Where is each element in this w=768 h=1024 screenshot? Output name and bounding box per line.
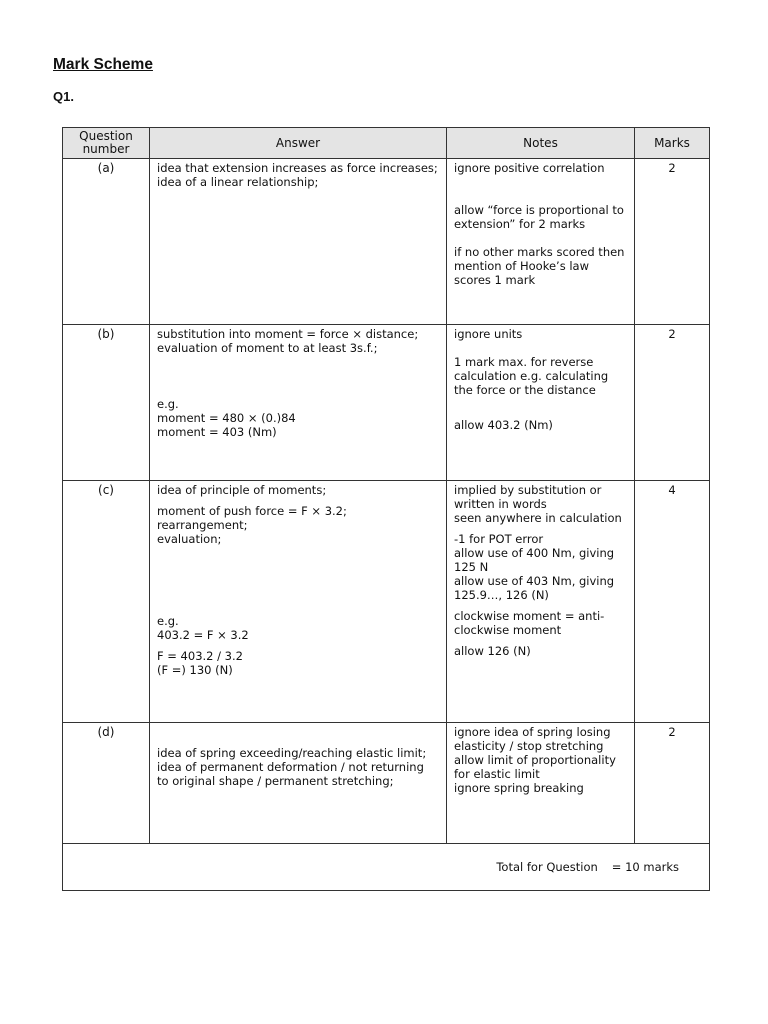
marks-cell: 2	[635, 325, 710, 481]
total-cell	[63, 844, 710, 891]
note-line: seen anywhere in calculation	[454, 511, 622, 525]
answer-line: substitution into moment = force × distance;	[157, 327, 419, 341]
header-question-number: Question number	[63, 128, 150, 159]
note-line: allow 126 (N)	[454, 644, 531, 658]
answer-cell	[150, 325, 447, 481]
marks-cell: 2	[635, 159, 710, 325]
note-line: clockwise moment = anti-clockwise moment	[454, 609, 605, 637]
note-line: allow limit of proportionality for elastic limit	[454, 753, 616, 781]
header-notes: Notes	[447, 128, 635, 159]
total-row	[63, 844, 710, 891]
note-line: allow use of 400 Nm, giving 125 N	[454, 546, 615, 574]
header-answer: Answer	[150, 128, 447, 159]
note-line: ignore idea of spring losing elasticity / stop stretching	[454, 725, 611, 753]
answer-line: idea of principle of moments;	[157, 483, 327, 497]
mark-scheme-table	[62, 127, 710, 891]
answer-line: 403.2 = F × 3.2	[157, 628, 249, 642]
part-label: (a)	[63, 159, 150, 325]
table-row	[63, 325, 710, 481]
part-label: (b)	[63, 325, 150, 481]
answer-line: moment = 480 × (0.)84	[157, 411, 296, 425]
marks-cell: 4	[635, 481, 710, 723]
answer-line: (F =) 130 (N)	[157, 663, 233, 677]
header-marks: Marks	[635, 128, 710, 159]
answer-cell	[150, 723, 447, 844]
marks-cell: 2	[635, 723, 710, 844]
notes-cell	[447, 723, 635, 844]
answer-cell	[150, 481, 447, 723]
total-label: Total for Question	[496, 860, 598, 874]
note-line: 1 mark max. for reverse calculation e.g. calculating the force or the distance	[454, 355, 609, 397]
table-row	[63, 481, 710, 723]
note-line: implied by substitution or written in words	[454, 483, 602, 511]
part-label: (c)	[63, 481, 150, 723]
note-line: ignore positive correlation	[454, 161, 605, 175]
page-title: Mark Scheme	[53, 56, 153, 73]
note-line: allow use of 403 Nm, giving 125.9…, 126 (N)	[454, 574, 615, 602]
answer-line: evaluation;	[157, 532, 222, 546]
note-line: ignore units	[454, 327, 523, 341]
table-header-row	[63, 128, 710, 159]
answer-cell	[150, 159, 447, 325]
answer-line: evaluation of moment to at least 3s.f.;	[157, 341, 378, 355]
table-row	[63, 159, 710, 325]
part-label: (d)	[63, 723, 150, 844]
note-line: if no other marks scored then mention of Hooke’s law scores 1 mark	[454, 245, 625, 287]
answer-line: idea of a linear relationship;	[157, 175, 319, 189]
note-line: -1 for POT error	[454, 532, 544, 546]
note-line: ignore spring breaking	[454, 781, 584, 795]
answer-line: idea that extension increases as force increases;	[157, 161, 438, 175]
notes-cell	[447, 159, 635, 325]
table-row	[63, 723, 710, 844]
total-value: = 10 marks	[611, 860, 679, 874]
answer-line: idea of spring exceeding/reaching elastic limit;	[157, 746, 427, 760]
answer-line: e.g.	[157, 614, 179, 628]
notes-cell	[447, 325, 635, 481]
notes-cell	[447, 481, 635, 723]
answer-line: idea of permanent deformation / not returning to original shape / permanent stretching;	[157, 760, 424, 788]
answer-line: rearrangement;	[157, 518, 248, 532]
answer-line: moment = 403 (Nm)	[157, 425, 277, 439]
question-number: Q1.	[53, 89, 74, 104]
answer-line: F = 403.2 / 3.2	[157, 649, 243, 663]
answer-line: moment of push force = F × 3.2;	[157, 504, 347, 518]
note-line: allow “force is proportional to extension” for 2 marks	[454, 203, 624, 231]
note-line: allow 403.2 (Nm)	[454, 418, 553, 432]
answer-line: e.g.	[157, 397, 179, 411]
